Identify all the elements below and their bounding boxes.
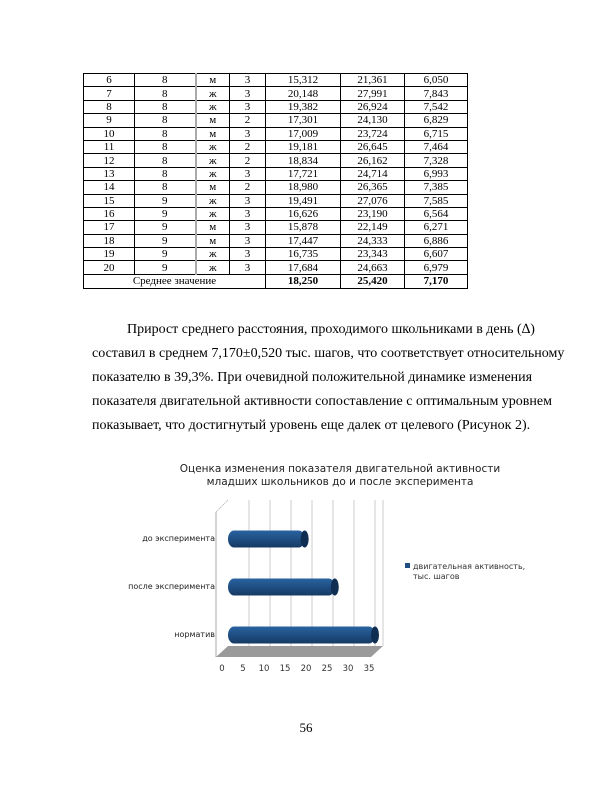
table-cell: 15,878 (266, 221, 341, 234)
table-cell: 8 (135, 181, 196, 194)
table-cell: 2 (230, 181, 266, 194)
table-cell: ж (196, 207, 230, 220)
table-cell: 2 (230, 114, 266, 127)
table-cell: 9 (135, 248, 196, 261)
table-cell: 6,829 (405, 114, 468, 127)
table-cell: 26,645 (341, 140, 405, 153)
table-cell: м (196, 74, 230, 87)
page-number: 56 (299, 720, 313, 735)
table-cell: 6,607 (405, 248, 468, 261)
table-cell: ж (196, 194, 230, 207)
table-cell: 24,714 (341, 167, 405, 180)
table-cell: 19,382 (266, 100, 341, 113)
table-cell: 6,886 (405, 234, 468, 247)
bar-end-cap (331, 579, 339, 596)
table-cell: 27,991 (341, 87, 405, 100)
table-cell: 17 (84, 221, 135, 234)
table-cell: 18 (84, 234, 135, 247)
results-table (83, 73, 468, 289)
table-cell: 14 (84, 181, 135, 194)
legend-label: двигательная активность, (413, 562, 526, 571)
table-cell: 8 (135, 87, 196, 100)
x-tick-label: 0 (219, 664, 225, 674)
table-cell: ж (196, 140, 230, 153)
activity-chart (130, 458, 550, 688)
bar (228, 579, 335, 596)
table-cell: 6,715 (405, 127, 468, 140)
table-row (84, 248, 468, 261)
table-cell: 26,162 (341, 154, 405, 167)
table-row (84, 140, 468, 153)
table-row (84, 87, 468, 100)
bar (228, 531, 305, 548)
table-cell: ж (196, 167, 230, 180)
table-cell: 7,385 (405, 181, 468, 194)
table-cell: 15,312 (266, 74, 341, 87)
category-label: до эксперимента (142, 534, 215, 543)
table-cell: 16,735 (266, 248, 341, 261)
table-cell: 16,626 (266, 207, 341, 220)
paragraph-line: показателю в 39,3%. При очевидной положительной динамике изменения (92, 370, 533, 385)
table-row (84, 167, 468, 180)
table-cell: 8 (135, 127, 196, 140)
table-cell: 6,271 (405, 221, 468, 234)
table-cell: 19,491 (266, 194, 341, 207)
table-cell: 3 (230, 87, 266, 100)
table-cell: 6,979 (405, 261, 468, 274)
table-cell: м (196, 221, 230, 234)
table-row (84, 234, 468, 247)
average-value: 7,170 (405, 274, 468, 288)
table-cell: м (196, 234, 230, 247)
bar (228, 627, 375, 644)
chart-floor (216, 646, 383, 657)
x-tick-label: 35 (363, 664, 375, 674)
table-cell: 3 (230, 167, 266, 180)
table-cell: 2 (230, 154, 266, 167)
table-cell: 9 (135, 261, 196, 274)
table-cell: 9 (135, 194, 196, 207)
x-tick-label: 15 (279, 664, 291, 674)
table-cell: 16 (84, 207, 135, 220)
chart-legend (405, 562, 525, 582)
table-cell: 15 (84, 194, 135, 207)
table-cell: 7,542 (405, 100, 468, 113)
table-cell: 2 (230, 140, 266, 153)
table-row (84, 221, 468, 234)
x-tick-label: 10 (258, 664, 270, 674)
table-cell: м (196, 114, 230, 127)
table-row (84, 181, 468, 194)
chart-wall (216, 500, 228, 512)
x-tick-label: 25 (321, 664, 333, 674)
table-cell: 8 (135, 154, 196, 167)
table-cell: 18,834 (266, 154, 341, 167)
legend-label: тыс. шагов (413, 572, 460, 581)
table-cell: 17,721 (266, 167, 341, 180)
table-cell: 3 (230, 74, 266, 87)
table-row (84, 261, 468, 274)
table-cell: 23,343 (341, 248, 405, 261)
bar-end-cap (301, 531, 309, 548)
table-row (84, 74, 468, 87)
table-cell: 7,585 (405, 194, 468, 207)
table-cell: 9 (135, 234, 196, 247)
table-cell: 3 (230, 221, 266, 234)
table-cell: 8 (135, 167, 196, 180)
table-cell: 9 (84, 114, 135, 127)
table-cell: 23,724 (341, 127, 405, 140)
table-cell: ж (196, 87, 230, 100)
table-row (84, 207, 468, 220)
table-cell: ж (196, 154, 230, 167)
chart-title-line: младших школьников до и после эксперимента (206, 476, 474, 488)
table-cell: 17,009 (266, 127, 341, 140)
paragraph-line: показывает, что достигнутый уровень еще далек от целевого (Рисунок 2). (92, 418, 531, 433)
chart-title-line: Оценка изменения показателя двигательной активности (179, 463, 501, 475)
table-cell: 3 (230, 100, 266, 113)
table-cell: ж (196, 100, 230, 113)
table-cell: 3 (230, 248, 266, 261)
table-cell: 19,181 (266, 140, 341, 153)
table-cell: 10 (84, 127, 135, 140)
table-cell: 17,684 (266, 261, 341, 274)
table-cell: 11 (84, 140, 135, 153)
table-row (84, 100, 468, 113)
x-tick-label: 20 (300, 664, 312, 674)
average-label: Среднее значение (84, 274, 266, 288)
table-cell: 20,148 (266, 87, 341, 100)
table-cell: 8 (135, 100, 196, 113)
table-cell: 12 (84, 154, 135, 167)
table-row (84, 114, 468, 127)
table-cell: 3 (230, 234, 266, 247)
chart-title (130, 463, 550, 489)
table-cell: 3 (230, 261, 266, 274)
table-cell: 9 (135, 207, 196, 220)
table-cell: 9 (135, 221, 196, 234)
table-cell: 8 (135, 140, 196, 153)
average-value: 25,420 (341, 274, 405, 288)
table-cell: 26,924 (341, 100, 405, 113)
table-cell: 23,190 (341, 207, 405, 220)
x-tick-label: 30 (342, 664, 354, 674)
table-cell: 3 (230, 127, 266, 140)
table-cell: 6 (84, 74, 135, 87)
table-cell: 7,464 (405, 140, 468, 153)
table-cell: 8 (84, 100, 135, 113)
table-cell: 3 (230, 207, 266, 220)
table-cell: ж (196, 248, 230, 261)
table-cell: 20 (84, 261, 135, 274)
paragraph-line: Прирост среднего расстояния, проходимого школьниками в день (∆) (127, 322, 535, 337)
table-cell: 21,361 (341, 74, 405, 87)
table-cell: 6,050 (405, 74, 468, 87)
table-row (84, 154, 468, 167)
table-cell: 17,447 (266, 234, 341, 247)
table-cell: 7,328 (405, 154, 468, 167)
table-cell: 3 (230, 194, 266, 207)
table-cell: 7,843 (405, 87, 468, 100)
table-cell: 6,993 (405, 167, 468, 180)
table-cell: ж (196, 261, 230, 274)
legend-swatch (405, 563, 410, 568)
table-cell: 7 (84, 87, 135, 100)
table-cell: 24,663 (341, 261, 405, 274)
body-paragraph (92, 320, 565, 440)
table-cell: 18,980 (266, 181, 341, 194)
table-cell: 6,564 (405, 207, 468, 220)
average-value: 18,250 (266, 274, 341, 288)
table-cell: 24,333 (341, 234, 405, 247)
table-cell: 27,076 (341, 194, 405, 207)
table-cell: м (196, 181, 230, 194)
category-label: норматив (174, 630, 215, 639)
table-cell: 8 (135, 114, 196, 127)
average-row (84, 274, 468, 288)
table-cell: 24,130 (341, 114, 405, 127)
table-cell: 8 (135, 74, 196, 87)
table-cell: 13 (84, 167, 135, 180)
table-cell: 17,301 (266, 114, 341, 127)
paragraph-line: показателя двигательной активности сопоставление с оптимальным уровнем (92, 394, 552, 409)
table-row (84, 127, 468, 140)
table-cell: м (196, 127, 230, 140)
table-cell: 26,365 (341, 181, 405, 194)
paragraph-line: составил в среднем 7,170±0,520 тыс. шагов, что соответствует относительному (92, 346, 565, 361)
table-row (84, 194, 468, 207)
category-label: после эксперимента (128, 582, 215, 591)
x-tick-label: 5 (240, 664, 246, 674)
bar-end-cap (371, 627, 379, 644)
table-cell: 19 (84, 248, 135, 261)
table-cell: 22,149 (341, 221, 405, 234)
